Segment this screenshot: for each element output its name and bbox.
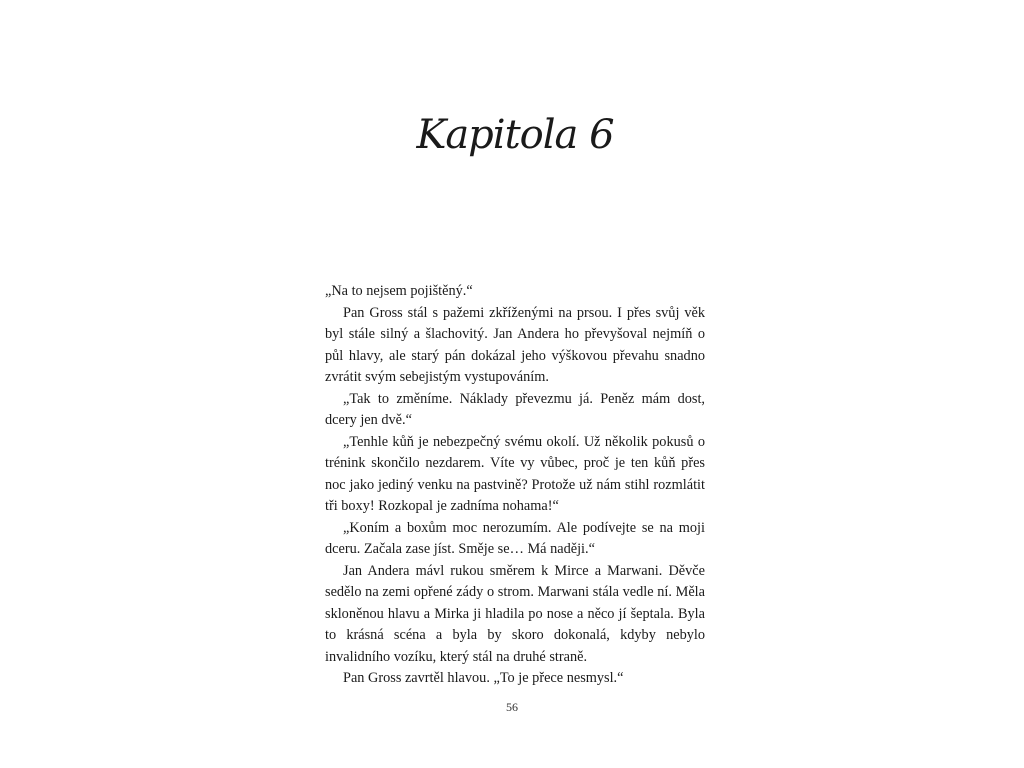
paragraph: „Tak to změníme. Náklady převezmu já. Peněz mám dost, dcery jen dvě.“ (325, 390, 705, 428)
chapter-title: Kapitola 6 (416, 112, 614, 158)
paragraph: „Koním a boxům moc nerozumím. Ale podívejte se na moji dceru. Začala zase jíst. Směje se… Má naději.“ (325, 519, 705, 557)
page-number: 56 (506, 700, 518, 714)
paragraph: „Tenhle kůň je nebezpečný svému okolí. Už několik pokusů o trénink skončilo nezdarem. Víte vy vůbec, proč je ten kůň přes noc jako jediný venku na pastvině? Protože už nám stihl rozmlátit tři boxy! Rozkopal je zadníma nohama!“ (325, 433, 705, 514)
paragraph: Pan Gross stál s pažemi zkříženými na prsou. I přes svůj věk byl stále silný a šlachovitý. Jan Andera ho převyšoval nejmíň o půl hlavy, ale starý pán dokázal jeho výškovou převahu snadno zvrátit svým sebejistým vystupováním. (325, 304, 705, 385)
paragraph: Pan Gross zavrtěl hlavou. „To je přece nesmysl.“ (343, 670, 624, 686)
paragraph: „Na to nejsem pojištěný.“ (325, 283, 473, 299)
paragraph: Jan Andera mávl rukou směrem k Mirce a Marwani. Děvče sedělo na zemi opřené zády o strom. Marwani stála vedle ní. Měla skloněnou hlavu a Mirka ji hladila po nose a něco jí šeptala. Byla to krásná scéna a byla by skoro dokonalá, kdyby nebylo invalidního vozíku, který stál na druhé straně. (325, 562, 705, 665)
chapter-body (325, 281, 705, 690)
